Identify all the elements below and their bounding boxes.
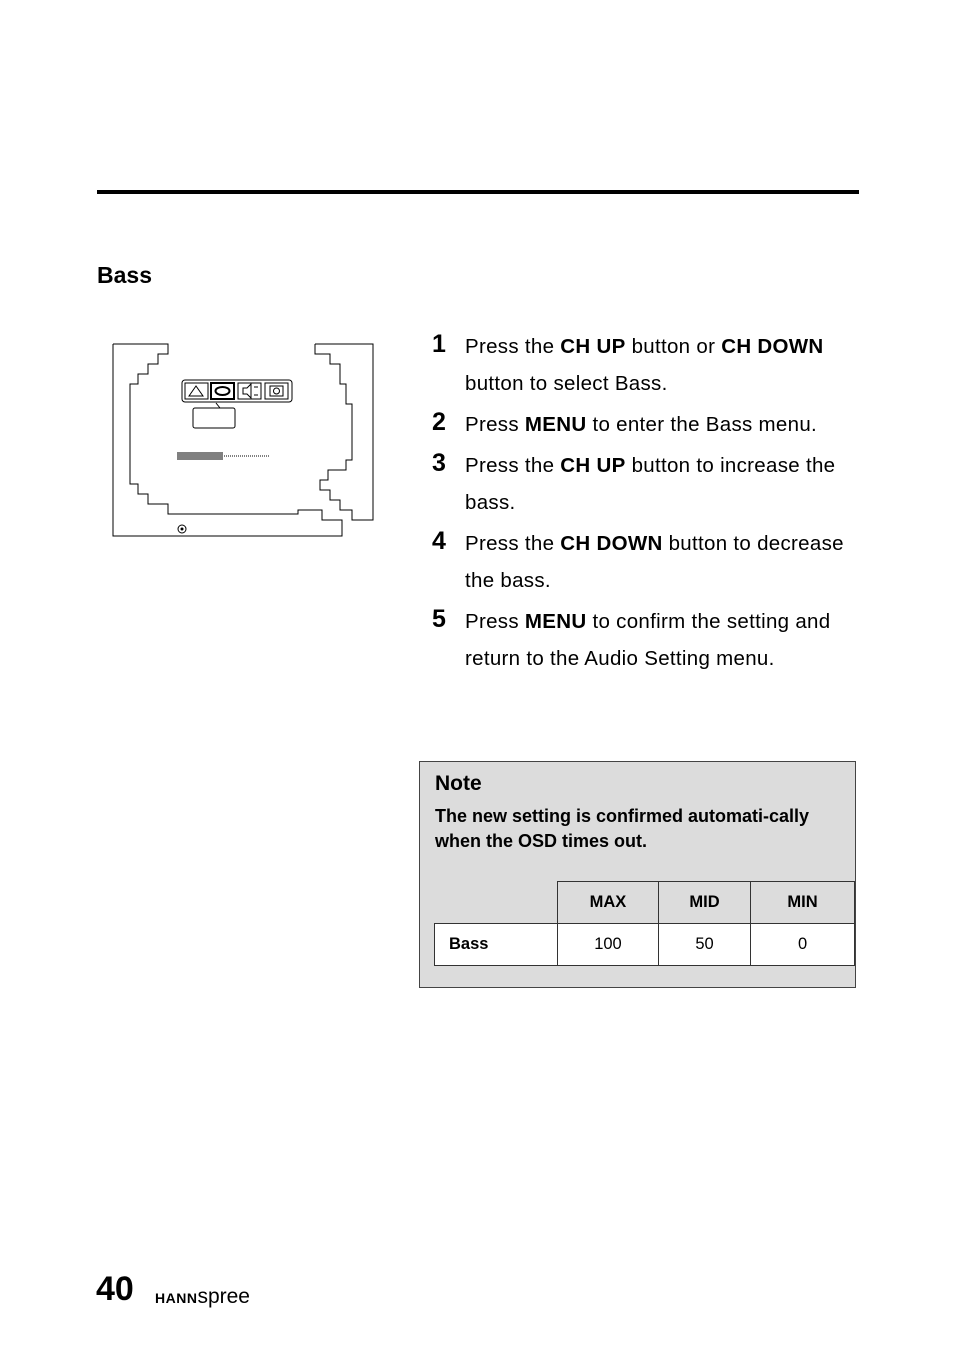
step-text: to confirm the setting and return to the Audio Setting menu. bbox=[465, 610, 831, 670]
osd-small-icon bbox=[178, 525, 186, 533]
osd-icon-bar bbox=[182, 380, 292, 402]
osd-bass-level-bar bbox=[178, 452, 270, 460]
header-rule bbox=[97, 190, 859, 194]
step-keyword: MENU bbox=[524, 610, 587, 633]
step-text: Press bbox=[465, 413, 525, 436]
brand-light: spree bbox=[197, 1285, 250, 1308]
picture-icon bbox=[185, 383, 208, 399]
step-keyword: CH DOWN bbox=[560, 532, 663, 555]
audio-icon bbox=[211, 383, 234, 399]
step-keyword: CH DOWN bbox=[721, 335, 824, 358]
step-5 bbox=[432, 603, 852, 677]
note-box bbox=[419, 761, 856, 988]
table-header-min: MIN bbox=[751, 882, 855, 924]
table-cell-mid: 50 bbox=[659, 924, 751, 966]
step-number: 4 bbox=[432, 527, 447, 555]
brand-logo bbox=[155, 1285, 250, 1309]
step-number: 3 bbox=[432, 449, 447, 477]
step-text: to enter the Bass menu. bbox=[586, 413, 818, 436]
osd-illustration bbox=[112, 342, 374, 538]
brand-bold: HANN bbox=[155, 1290, 198, 1306]
table-cell-min: 0 bbox=[751, 924, 855, 966]
step-text: Press the bbox=[465, 454, 561, 477]
table-cell-max: 100 bbox=[557, 924, 658, 966]
table-row bbox=[435, 924, 855, 966]
osd-label-box bbox=[193, 403, 235, 428]
step-number: 5 bbox=[432, 605, 447, 633]
bass-range-table bbox=[434, 881, 855, 966]
setup-icon bbox=[265, 383, 288, 399]
step-text: button or bbox=[625, 335, 722, 358]
note-title: Note bbox=[435, 772, 482, 795]
step-2 bbox=[432, 406, 852, 443]
step-text: Press the bbox=[465, 335, 561, 358]
step-text: button to decrease the bass. bbox=[465, 532, 844, 592]
speaker-icon bbox=[238, 383, 261, 399]
step-text: button to increase the bass. bbox=[465, 454, 836, 514]
step-keyword: MENU bbox=[524, 413, 587, 436]
note-text: The new setting is confirmed automati-cally when the OSD times out. bbox=[435, 806, 810, 851]
table-header-max: MAX bbox=[557, 882, 658, 924]
step-1 bbox=[432, 328, 852, 402]
table-corner bbox=[435, 882, 558, 924]
section-title: Bass bbox=[97, 262, 152, 288]
step-keyword: CH UP bbox=[560, 454, 626, 477]
step-3 bbox=[432, 447, 852, 521]
table-header-row bbox=[435, 882, 855, 924]
instruction-steps bbox=[432, 328, 852, 681]
step-number: 2 bbox=[432, 408, 447, 436]
step-number: 1 bbox=[432, 330, 447, 358]
step-text: Press bbox=[465, 610, 525, 633]
step-text: button to select Bass. bbox=[465, 372, 668, 395]
table-row-label: Bass bbox=[435, 924, 558, 966]
step-4 bbox=[432, 525, 852, 599]
step-text: Press the bbox=[465, 532, 561, 555]
page-number: 40 bbox=[96, 1270, 134, 1308]
step-keyword: CH UP bbox=[560, 335, 626, 358]
table-header-mid: MID bbox=[659, 882, 751, 924]
